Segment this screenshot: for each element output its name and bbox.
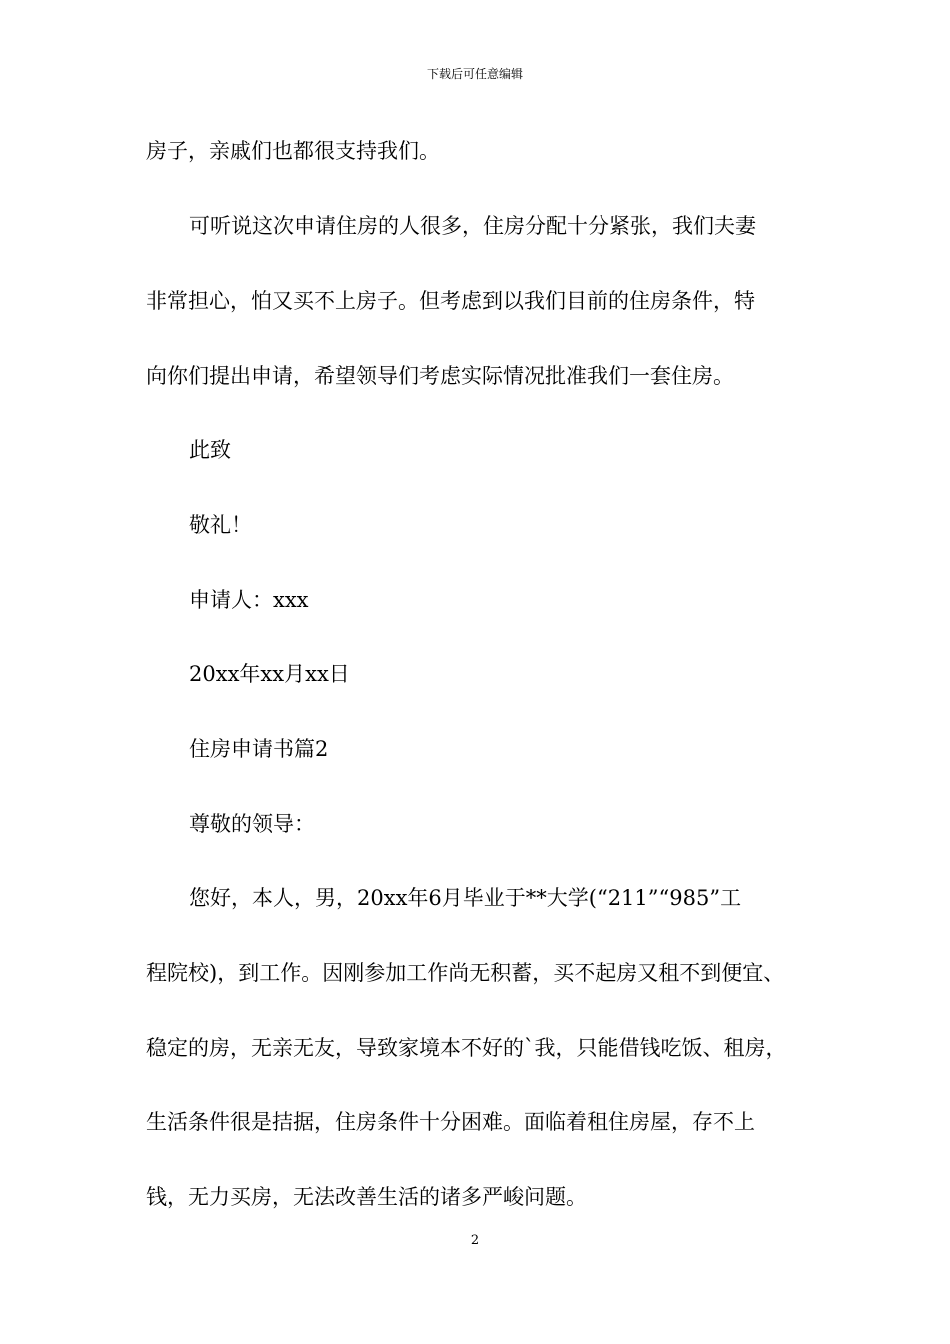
- section-title: 住房申请书篇2: [189, 737, 329, 761]
- body-line-1: 房子，亲戚们也都很支持我们。: [146, 139, 440, 163]
- body-line-4: 向你们提出申请，希望领导们考虑实际情况批准我们一套住房。: [146, 364, 734, 388]
- body-line-8: 生活条件很是拮据，住房条件十分困难。面临着租住房屋，存不上: [146, 1110, 755, 1134]
- body-line-2: 可听说这次申请住房的人很多，住房分配十分紧张，我们夫妻: [189, 214, 756, 238]
- page-number: 2: [470, 1233, 480, 1248]
- page-header: 下载后可任意编辑: [426, 67, 523, 81]
- greeting-line: 尊敬的领导：: [189, 812, 315, 836]
- body-line-6: 程院校)，到工作。因刚参加工作尚无积蓄，买不起房又租不到便宜、: [146, 961, 785, 985]
- closing-regards: 敬礼！: [189, 513, 252, 537]
- body-line-9: 钱，无力买房，无法改善生活的诸多严峻问题。: [146, 1185, 587, 1209]
- closing-salutation: 此致: [189, 438, 231, 462]
- body-line-3: 非常担心，怕又买不上房子。但考虑到以我们目前的住房条件，特: [146, 289, 755, 313]
- applicant-line: 申请人：xxx: [189, 588, 309, 612]
- body-line-7: 稳定的房，无亲无友，导致家境本不好的`我，只能借钱吃饭、租房，: [146, 1036, 787, 1060]
- date-line: 20xx年xx月xx日: [189, 662, 350, 686]
- body-line-5: 您好，本人，男，20xx年6月毕业于**大学(“211”“985”工: [189, 886, 742, 910]
